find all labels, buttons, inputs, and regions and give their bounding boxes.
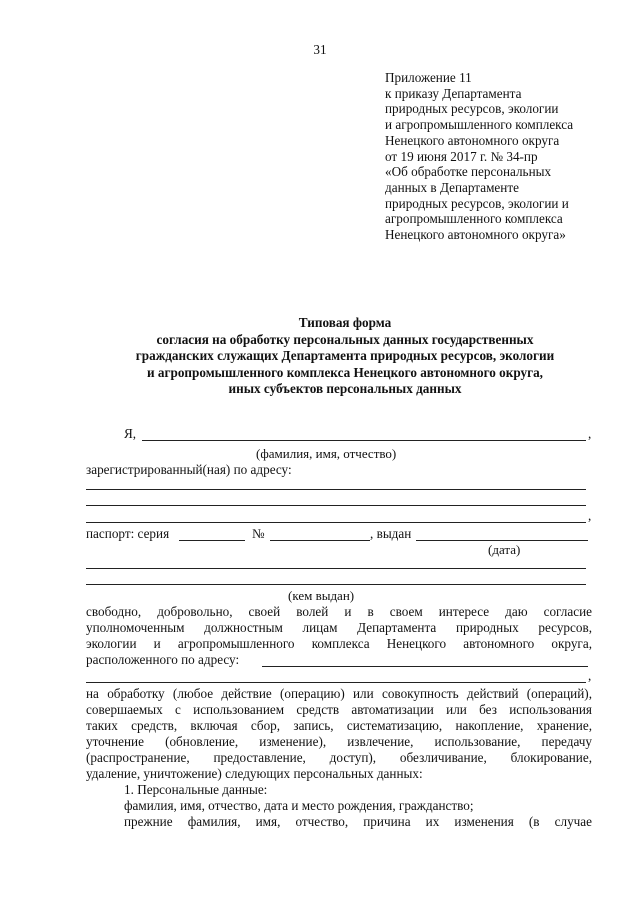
body2-line: на обработку (любое действие (операцию) или совокупность действий (операций), [86, 686, 592, 701]
passport-number-label: № [252, 526, 265, 541]
address-line-3[interactable] [86, 522, 586, 523]
appendix-line: от 19 июня 2017 г. № 34-пр [385, 148, 538, 164]
appendix-line: «Об обработке персональных [385, 164, 552, 180]
body2-line: таких средств, включая сбор, запись, систематизацию, накопление, хранение, [86, 718, 592, 733]
title-line: согласия на обработку персональных данных государственных [156, 331, 534, 347]
fio-field-line[interactable] [142, 440, 586, 441]
title-line: Типовая форма [298, 315, 392, 330]
appendix-line: агропромышленного комплекса [385, 211, 563, 227]
body2-line: уточнение (обновление, изменение), извлечение, использование, передачу [86, 734, 592, 749]
title-line: гражданских служащих Департамента природных ресурсов, экологии [135, 348, 555, 363]
appendix-line: данных в Департаменте [385, 179, 519, 195]
issue-date-field[interactable] [416, 540, 588, 541]
list-item: фамилия, имя, отчество, дата и место рождения, гражданство; [124, 798, 474, 813]
comma: , [588, 508, 592, 523]
page-number: 31 [313, 42, 327, 57]
title-line: иных субъектов персональных данных [228, 381, 462, 396]
document-title [0, 315, 640, 398]
registered-label: зарегистрированный(ная) по адресу: [86, 462, 292, 477]
body2-line: (распространение, предоставление, доступ), обезличивание, блокирование, [86, 750, 592, 765]
appendix-line: Ненецкого автономного округа» [385, 227, 566, 243]
appendix-line: природных ресурсов, экологии [385, 101, 559, 117]
issuer-line-2[interactable] [86, 584, 586, 585]
body-line: свободно, добровольно, своей волей и в своем интересе даю согласие [86, 604, 592, 619]
passport-number-field[interactable] [270, 540, 370, 541]
appendix-block [385, 70, 573, 243]
address-line-2[interactable] [86, 505, 586, 506]
section-1-heading: 1. Персональные данные: [124, 782, 268, 797]
body-line: экологии и агропромышленного комплекса Ненецкого автономного округа, [86, 636, 592, 651]
body-line: уполномоченным должностным лицам Департамента природных ресурсов, [86, 620, 592, 635]
appendix-line: к приказу Департамента [385, 85, 522, 101]
body2-last-line: удаление, уничтожение) следующих персональных данных: [86, 766, 423, 781]
appendix-line: природных ресурсов, экологии и [385, 195, 569, 211]
title-line: и агропромышленного комплекса Ненецкого автономного округа, [147, 364, 543, 380]
passport-series-label: паспорт: серия [86, 526, 170, 541]
appendix-line: Ненецкого автономного округа [385, 132, 560, 148]
passport-series-field[interactable] [179, 540, 245, 541]
body2-line: совершаемых с использованием средств автоматизации или без использования [86, 702, 592, 717]
located-at-label: расположенного по адресу: [86, 652, 240, 667]
ya-label: Я, [124, 426, 137, 441]
location-field-line-2[interactable] [86, 682, 586, 683]
comma: , [588, 426, 592, 441]
location-field-line[interactable] [262, 666, 588, 667]
date-hint: (дата) [488, 542, 521, 557]
list-item: прежние фамилия, имя, отчество, причина их изменения (в случае [124, 814, 592, 829]
issued-label: , выдан [370, 526, 412, 541]
appendix-line: и агропромышленного комплекса [385, 117, 574, 133]
appendix-line: Приложение 11 [385, 70, 472, 85]
address-line-1[interactable] [86, 489, 586, 490]
issuer-line-1[interactable] [86, 568, 586, 569]
issuer-hint: (кем выдан) [288, 588, 355, 603]
comma: , [588, 668, 592, 683]
fio-hint: (фамилия, имя, отчество) [256, 446, 397, 461]
